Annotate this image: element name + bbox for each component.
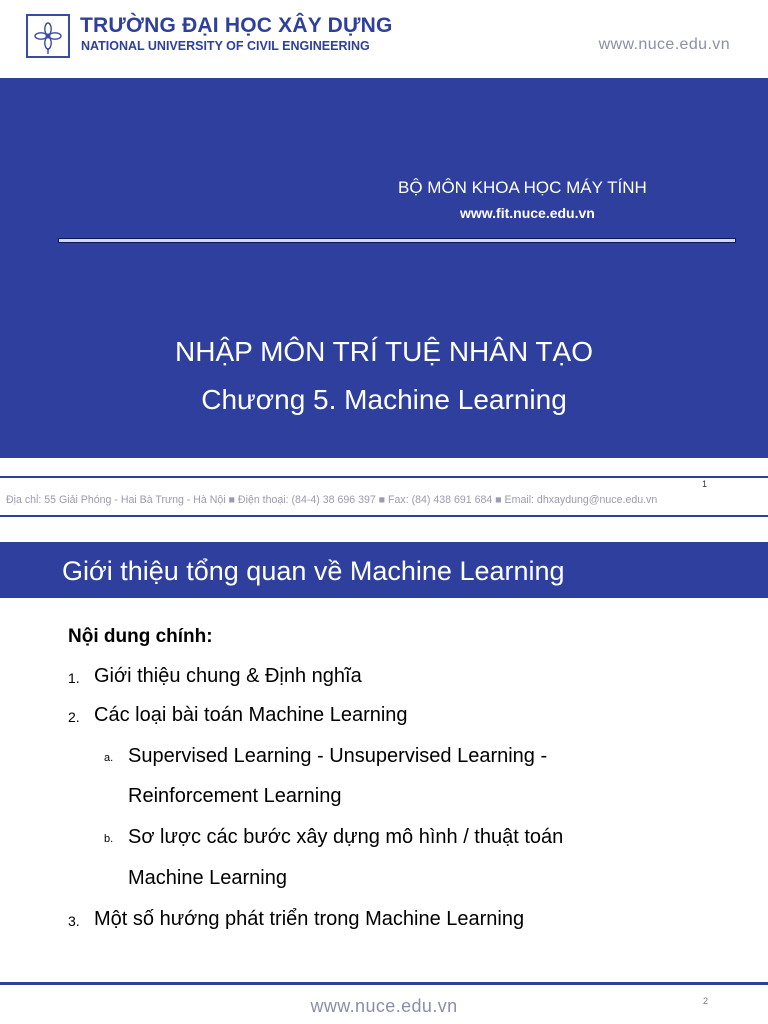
list-item: Một số hướng phát triển trong Machine Learning (94, 908, 525, 930)
title-panel (0, 78, 768, 458)
contact-address: Địa chỉ: 55 Giải Phóng - Hai Bà Trưng - Hà Nội ■ Điện thoại: (84-4) 38 696 397 ■ Fax: (84) 438 691 684 ■ Email: dhxaydung@nuce.edu.vn (6, 494, 658, 506)
university-website-link[interactable]: www.nuce.edu.vn (598, 36, 730, 53)
list-marker: 3. (68, 913, 80, 929)
course-title: NHẬP MÔN TRÍ TUỆ NHÂN TẠO (175, 336, 593, 367)
list-item-continuation: Machine Learning (128, 867, 287, 889)
list-item: Các loại bài toán Machine Learning (94, 704, 408, 726)
footer-website-link[interactable]: www.nuce.edu.vn (310, 996, 458, 1016)
list-marker: b. (104, 833, 114, 845)
list-marker: 1. (68, 670, 80, 686)
content-heading: Nội dung chính: (68, 626, 213, 647)
list-item: Sơ lược các bước xây dựng mô hình / thuật toán (128, 826, 564, 848)
university-name-vietnamese: TRƯỜNG ĐẠI HỌC XÂY DỰNG (80, 14, 393, 37)
list-marker: a. (104, 752, 114, 764)
slide-2-title: Giới thiệu tổng quan về Machine Learning (62, 556, 565, 586)
footer-divider (0, 982, 768, 985)
list-marker: 2. (68, 709, 80, 725)
university-logo-icon (26, 14, 70, 58)
list-item: Giới thiệu chung & Định nghĩa (94, 665, 362, 687)
list-item-continuation: Reinforcement Learning (128, 785, 342, 807)
footer-divider-top (0, 476, 768, 478)
page-number: 2 (703, 996, 709, 1006)
department-name: BỘ MÔN KHOA HỌC MÁY TÍNH (398, 178, 647, 197)
university-name-english: NATIONAL UNIVERSITY OF CIVIL ENGINEERING (81, 39, 370, 53)
slide-header (0, 0, 768, 78)
footer-divider-bottom (0, 515, 768, 517)
department-website-link[interactable]: www.fit.nuce.edu.vn (460, 205, 595, 221)
list-item: Supervised Learning - Unsupervised Learning - (128, 745, 548, 767)
divider (58, 238, 736, 243)
chapter-title: Chương 5. Machine Learning (201, 384, 567, 415)
page-number: 1 (702, 479, 708, 489)
